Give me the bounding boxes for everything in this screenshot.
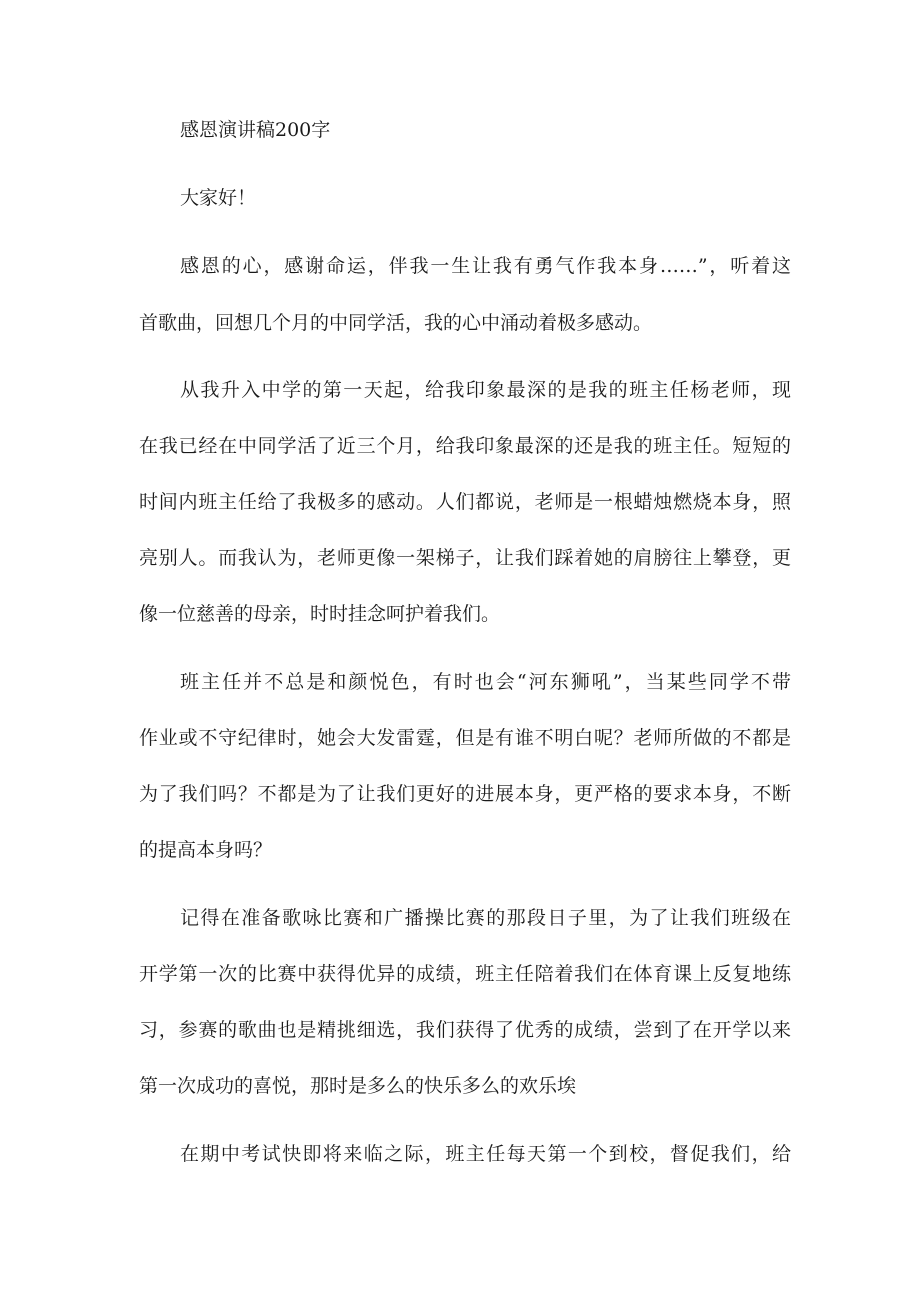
paragraph-2-line-1: 从我升入中学的第一天起，给我印象最深的是我的班主任杨老师，现	[180, 379, 791, 401]
paragraph-4-line-3: 习，参赛的歌曲也是精挑细选，我们获得了优秀的成绩，尝到了在开学以来	[139, 1019, 791, 1041]
paragraph-3-line-3: 为了我们吗？不都是为了让我们更好的进展本身，更严格的要求本身，不断	[139, 783, 791, 805]
paragraph-3-line-1: 班主任并不总是和颜悦色，有时也会“河东狮吼”，当某些同学不带	[180, 671, 791, 693]
document-title: 感恩演讲稿200字	[180, 119, 331, 141]
paragraph-2-line-4: 亮别人。而我认为，老师更像一架梯子，让我们踩着她的肩膀往上攀登，更	[139, 547, 791, 569]
paragraph-1-line-2: 首歌曲，回想几个月的中同学活，我的心中涌动着极多感动。	[139, 312, 653, 334]
paragraph-2-line-5: 像一位慈善的母亲，时时挂念呵护着我们。	[139, 603, 501, 625]
paragraph-5-line-1: 在期中考试快即将来临之际，班主任每天第一个到校，督促我们，给	[180, 1143, 791, 1165]
paragraph-2-line-3: 时间内班主任给了我极多的感动。人们都说，老师是一根蜡烛燃烧本身，照	[139, 491, 791, 513]
paragraph-2-line-2: 在我已经在中同学活了近三个月，给我印象最深的还是我的班主任。短短的	[139, 435, 791, 457]
paragraph-3-line-4: 的提高本身吗？	[139, 839, 273, 861]
paragraph-3-line-2: 作业或不守纪律时，她会大发雷霆，但是有谁不明白呢？老师所做的不都是	[139, 727, 791, 749]
paragraph-4-line-2: 开学第一次的比赛中获得优异的成绩，班主任陪着我们在体育课上反复地练	[139, 963, 791, 985]
paragraph-1-line-1: 感恩的心，感谢命运，伴我一生让我有勇气作我本身……”，听着这	[180, 255, 791, 277]
paragraph-4-line-1: 记得在准备歌咏比赛和广播操比赛的那段日子里，为了让我们班级在	[180, 907, 791, 929]
greeting: 大家好！	[180, 187, 257, 209]
paragraph-4-line-4: 第一次成功的喜悦，那时是多么的快乐多么的欢乐埃	[139, 1075, 577, 1097]
